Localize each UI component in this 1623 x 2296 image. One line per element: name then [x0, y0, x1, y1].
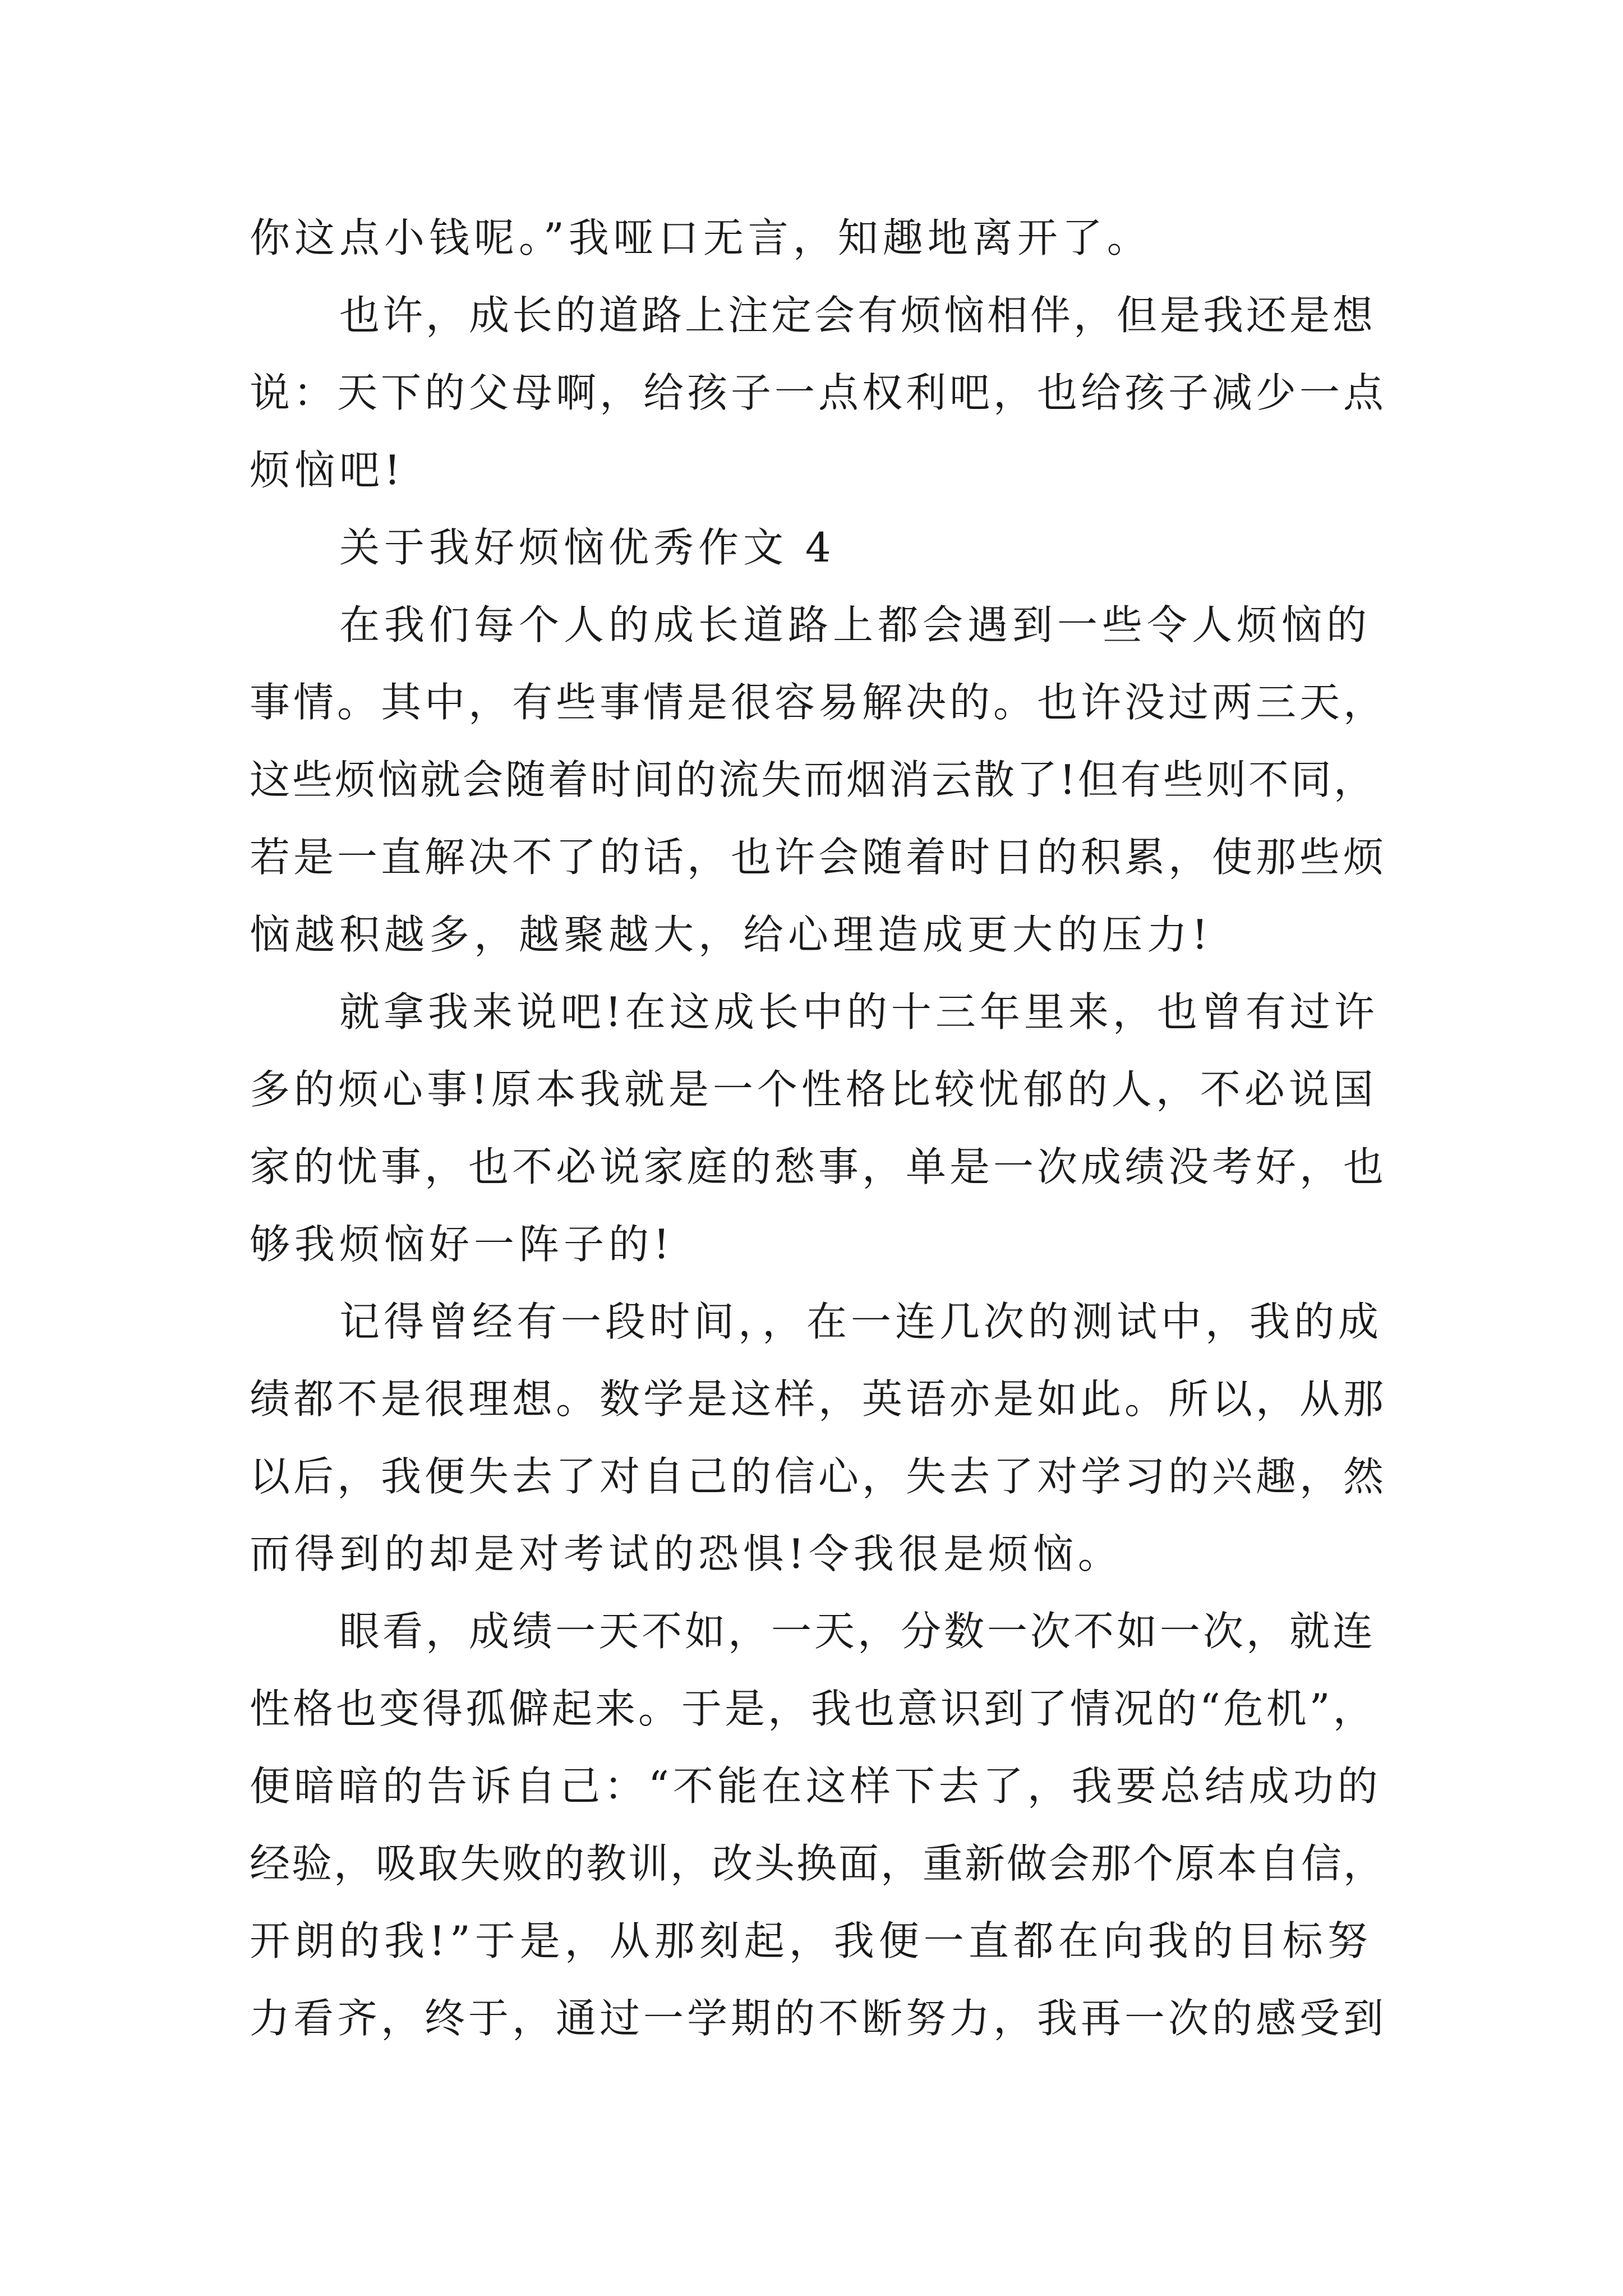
text-line: 记得曾经有一段时间，，在一连几次的测试中，我的成 [339, 1298, 1383, 1345]
text-line: 说：天下的父母啊，给孩子一点权利吧，也给孩子减少一点 [250, 369, 1387, 416]
text-line: 事情。其中，有些事情是很容易解决的。也许没过两三天， [250, 679, 1387, 726]
text-line: 便暗暗的告诉自己：“不能在这样下去了，我要总结成功的 [250, 1763, 1382, 1810]
text-line: 就拿我来说吧!在这成长中的十三年里来，也曾有过许 [339, 988, 1378, 1036]
text-line: 经验，吸取失败的教训，改头换面，重新做会那个原本自信， [250, 1840, 1386, 1887]
text-line: 以后，我便失去了对自己的信心，失去了对学习的兴趣，然 [250, 1453, 1387, 1500]
text-line: 若是一直解决不了的话，也许会随着时日的积累，使那些烦 [250, 834, 1387, 881]
text-line: 绩都不是很理想。数学是这样，英语亦是如此。所以，从那 [250, 1375, 1387, 1423]
text-line: 而得到的却是对考试的恐惧!令我很是烦恼。 [250, 1530, 1123, 1577]
text-line: 烦恼吧! [250, 447, 405, 494]
document-body [250, 199, 1388, 2057]
text-line: 恼越积越多，越聚越大，给心理造成更大的压力! [250, 911, 1212, 958]
text-line: 眼看，成绩一天不如，一天，分数一次不如一次，就连 [339, 1608, 1376, 1655]
text-line: 你这点小钱呢。”我哑口无言，知趣地离开了。 [250, 214, 1152, 261]
text-line: 够我烦恼好一阵子的! [250, 1221, 674, 1268]
text-line: 关于我好烦恼优秀作文 4 [339, 524, 836, 571]
text-line: 力看齐，终于，通过一学期的不断努力，我再一次的感受到 [250, 1995, 1387, 2042]
text-line: 多的烦心事!原本我就是一个性格比较忧郁的人，不必说国 [250, 1066, 1377, 1113]
text-line: 在我们每个人的成长道路上都会遇到一些令人烦恼的 [339, 601, 1372, 648]
text-line: 这些烦恼就会随着时间的流失而烟消云散了!但有些则不同， [250, 756, 1376, 803]
text-line: 开朗的我!”于是，从那刻起，我便一直都在向我的目标努 [250, 1917, 1372, 1964]
text-line: 性格也变得孤僻起来。于是，我也意识到了情况的“危机”， [250, 1685, 1376, 1732]
text-line: 家的忧事，也不必说家庭的愁事，单是一次成绩没考好，也 [250, 1143, 1387, 1190]
text-line: 也许，成长的道路上注定会有烦恼相伴，但是我还是想 [339, 292, 1376, 339]
